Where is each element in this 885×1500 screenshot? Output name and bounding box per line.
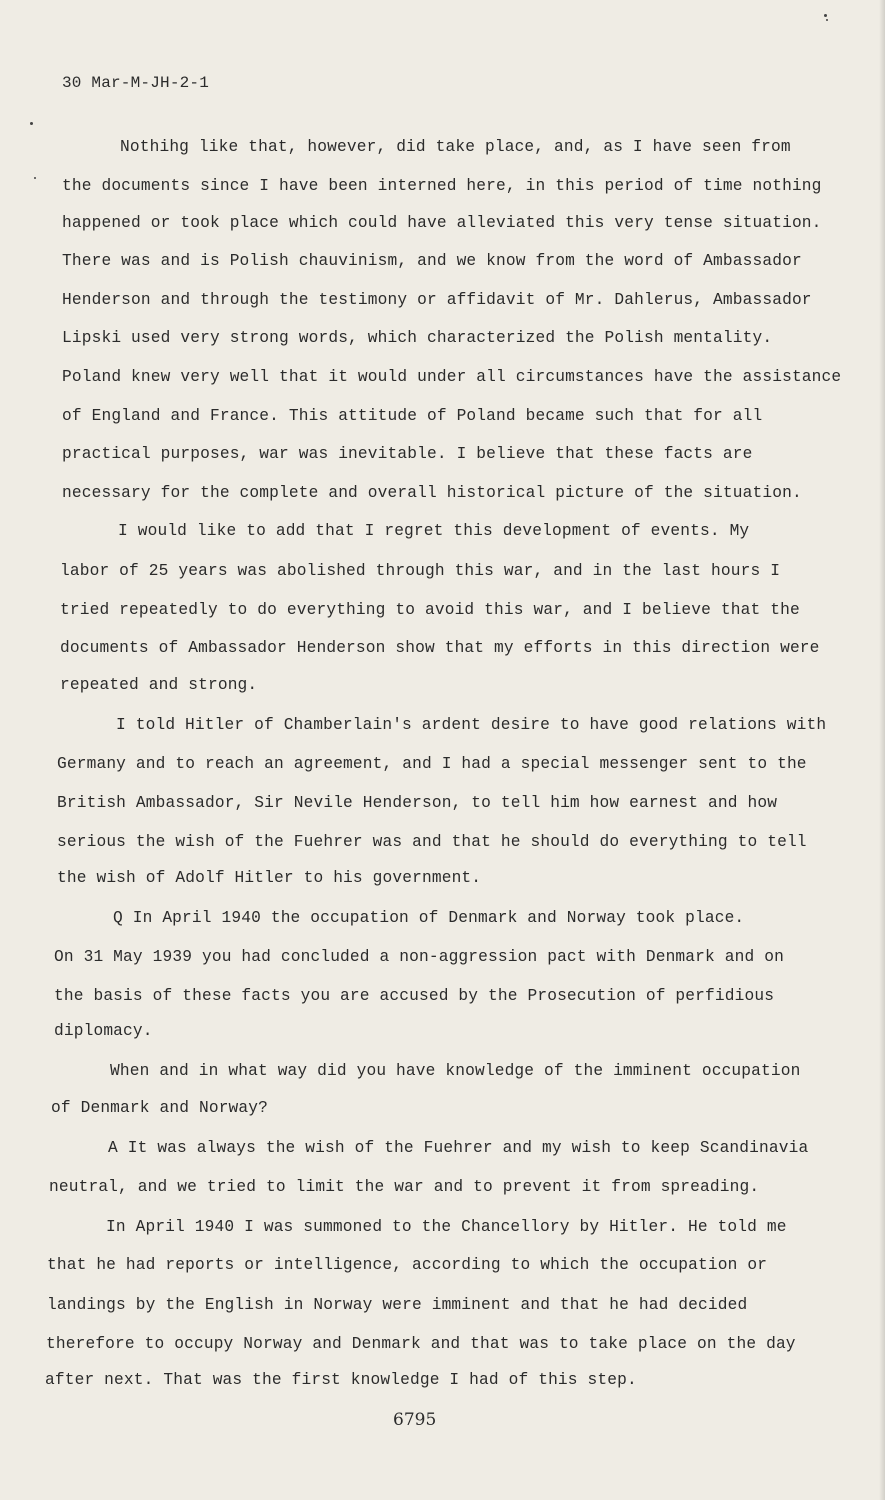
document-header: 30 Mar-M-JH-2-1	[62, 74, 210, 92]
text-line: the basis of these facts you are accused by the Prosecution of perfidious	[54, 987, 775, 1005]
text-line: Lipski used very strong words, which characterized the Polish mentality.	[62, 329, 773, 347]
text-line: repeated and strong.	[60, 676, 258, 694]
text-line: Poland knew very well that it would under all circumstances have the assistance	[62, 368, 842, 386]
text-line: When and in what way did you have knowledge of the imminent occupation	[110, 1062, 801, 1080]
text-line: documents of Ambassador Henderson show that my efforts in this direction were	[60, 639, 820, 657]
text-line: the documents since I have been interned here, in this period of time nothing	[62, 177, 822, 195]
ink-speck	[30, 122, 33, 125]
text-line: On 31 May 1939 you had concluded a non-aggression pact with Denmark and on	[54, 948, 784, 966]
text-line: that he had reports or intelligence, according to which the occupation or	[47, 1256, 768, 1274]
text-line: landings by the English in Norway were imminent and that he had decided	[47, 1296, 748, 1314]
text-line: happened or took place which could have alleviated this very tense situation.	[62, 214, 822, 232]
text-line: Henderson and through the testimony or affidavit of Mr. Dahlerus, Ambassador	[62, 291, 812, 309]
text-line: There was and is Polish chauvinism, and we know from the word of Ambassador	[62, 252, 802, 270]
text-line: the wish of Adolf Hitler to his government.	[57, 869, 482, 887]
text-line: A It was always the wish of the Fuehrer and my wish to keep Scandinavia	[108, 1139, 809, 1157]
text-line: I told Hitler of Chamberlain's ardent desire to have good relations with	[116, 716, 827, 734]
ink-speck	[824, 14, 827, 17]
ink-speck	[34, 177, 36, 179]
text-line: neutral, and we tried to limit the war and to prevent it from spreading.	[49, 1178, 760, 1196]
text-line: of Denmark and Norway?	[51, 1099, 269, 1117]
text-line: serious the wish of the Fuehrer was and that he should do everything to tell	[57, 833, 807, 851]
text-line: diplomacy.	[54, 1022, 153, 1040]
text-line: I would like to add that I regret this development of events. My	[118, 522, 750, 540]
text-line: Nothihg like that, however, did take place, and, as I have seen from	[120, 138, 791, 156]
text-line: necessary for the complete and overall historical picture of the situation.	[62, 484, 802, 502]
ink-speck	[826, 19, 828, 21]
text-line: tried repeatedly to do everything to avoid this war, and I believe that the	[60, 601, 800, 619]
text-line: after next. That was the first knowledge I had of this step.	[45, 1371, 637, 1389]
text-line: Q In April 1940 the occupation of Denmark and Norway took place.	[113, 909, 745, 927]
text-line: Germany and to reach an agreement, and I had a special messenger sent to the	[57, 755, 807, 773]
text-line: British Ambassador, Sir Nevile Henderson, to tell him how earnest and how	[57, 794, 778, 812]
text-line: In April 1940 I was summoned to the Chancellory by Hitler. He told me	[106, 1218, 787, 1236]
text-line: practical purposes, war was inevitable. I believe that these facts are	[62, 445, 753, 463]
page-edge-shadow	[879, 0, 885, 1500]
text-line: of England and France. This attitude of Poland became such that for all	[62, 407, 763, 425]
text-line: therefore to occupy Norway and Denmark and that was to take place on the day	[46, 1335, 796, 1353]
text-line: labor of 25 years was abolished through this war, and in the last hours I	[60, 562, 781, 580]
page-number: 6795	[393, 1410, 437, 1430]
